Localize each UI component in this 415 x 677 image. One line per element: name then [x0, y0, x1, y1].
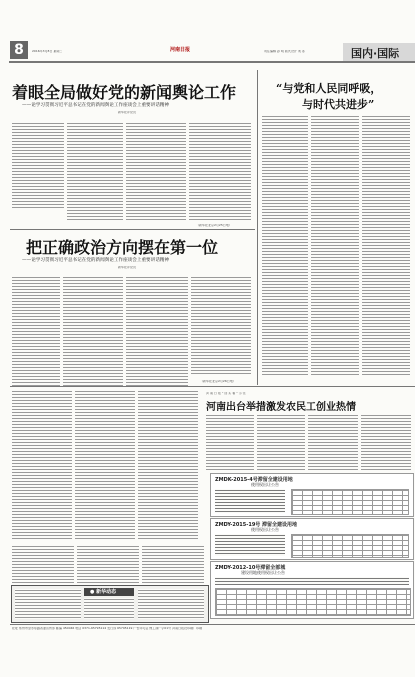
article2-footer-note: （新华社北京2月26日电）: [200, 380, 236, 383]
lower-left-extra-1: [12, 545, 74, 585]
paper-name-logo: 河南日报: [170, 47, 191, 53]
article2-col1: [12, 276, 60, 386]
edition-meta: 责任编辑 孙 明 版式设计 刘 冰: [264, 50, 305, 53]
bottom-box-right: [138, 589, 204, 619]
masthead-rule: [9, 61, 415, 63]
bottom-box-title: ● 新华动态: [90, 589, 117, 595]
lower-left-extra-2: [77, 545, 139, 585]
article2-title: 把正确政治方向摆在第一位: [26, 238, 219, 257]
ad-3-table: [215, 588, 411, 616]
lower-col2: [75, 390, 135, 540]
ad-1-sub: 使用权出让公告: [251, 482, 279, 487]
article1: [0, 70, 255, 230]
lower-col3: [138, 390, 198, 540]
feature-title-line2: 与时代共进步”: [302, 98, 375, 111]
ad-2-title: ZMDY-2015-19号 滞留全建设用地: [215, 522, 298, 528]
feature-col1: [262, 115, 308, 377]
article1-col1: [12, 122, 64, 208]
ad-2-table: [291, 534, 409, 558]
ad-3-title: ZMDY-2012-10号滞留全部城: [215, 565, 286, 571]
section-label: 国内·国际: [351, 47, 400, 60]
page-number-badge: [10, 41, 28, 59]
news-col2: [257, 414, 305, 470]
feature-title-line1: “与党和人民同呼吸，: [276, 82, 382, 95]
article2-col2: [63, 276, 123, 386]
masthead: [0, 38, 415, 70]
article1-title: 着眼全局做好党的新闻舆论工作: [12, 83, 237, 102]
footer-rule: [10, 624, 415, 625]
article1-subtitle: ——论学习贯彻习近平总书记在党的新闻舆论工作座谈会上重要讲话精神: [22, 103, 170, 108]
ad-2: [210, 518, 414, 560]
section-label-box: [343, 43, 415, 61]
article1-byline: 新华社评论员: [118, 111, 137, 114]
news-col1: [206, 414, 254, 470]
bottom-box-banner: [84, 588, 134, 596]
feature-col2: [311, 115, 359, 377]
ad-1-title: ZMDK-2015-4号滞留全建设用地: [215, 477, 293, 483]
page-number: 8: [14, 42, 24, 58]
article2-col4: [191, 276, 251, 376]
feature: [258, 70, 415, 385]
divider-h2: [10, 386, 415, 387]
ad-3-body: [215, 577, 409, 585]
article2-col3: [126, 276, 188, 386]
ad-1: [210, 473, 414, 517]
article1-col2: [67, 122, 123, 222]
lower-col1: [12, 390, 72, 540]
lower-left-extra-3: [142, 545, 204, 585]
footer-text: 社址 郑州市金水东路省委宣传部 邮编 450046 电话 0371-65795114 发行部 65795119 广告许可证 豫工商广字01号 河南日报社印刷厂印刷: [12, 627, 203, 630]
feature-col3: [362, 115, 410, 377]
news-col4: [361, 414, 411, 470]
bottom-box: [11, 585, 209, 623]
article1-col4: [189, 122, 251, 222]
article2: [0, 230, 255, 390]
bottom-box-mid: [84, 598, 134, 619]
article2-byline: 新华社评论员: [118, 266, 137, 269]
ad-2-body: [215, 534, 285, 556]
news-title: 河南出台举措激发农民工创业热情: [206, 402, 356, 413]
ad-3: [210, 561, 414, 619]
ad-1-table: [291, 489, 409, 515]
article1-footer-note: （新华社北京2月25日电）: [196, 224, 232, 227]
date-line: 2016年3月8日 星期二: [32, 50, 63, 53]
news-kicker: 河 南 日 报 “ 回 头 看 ” 示 范: [206, 392, 246, 395]
ad-1-body: [215, 489, 285, 513]
ad-2-sub: 使用权出让公告: [251, 527, 279, 532]
news-col3: [308, 414, 358, 470]
article1-col3: [126, 122, 186, 222]
ad-3-sub: 建设用地使用权出让公告: [241, 570, 285, 575]
article2-subtitle: ——论学习贯彻习近平总书记在党的新闻舆论工作座谈会上重要讲话精神: [22, 258, 170, 263]
bottom-box-left: [15, 589, 81, 619]
